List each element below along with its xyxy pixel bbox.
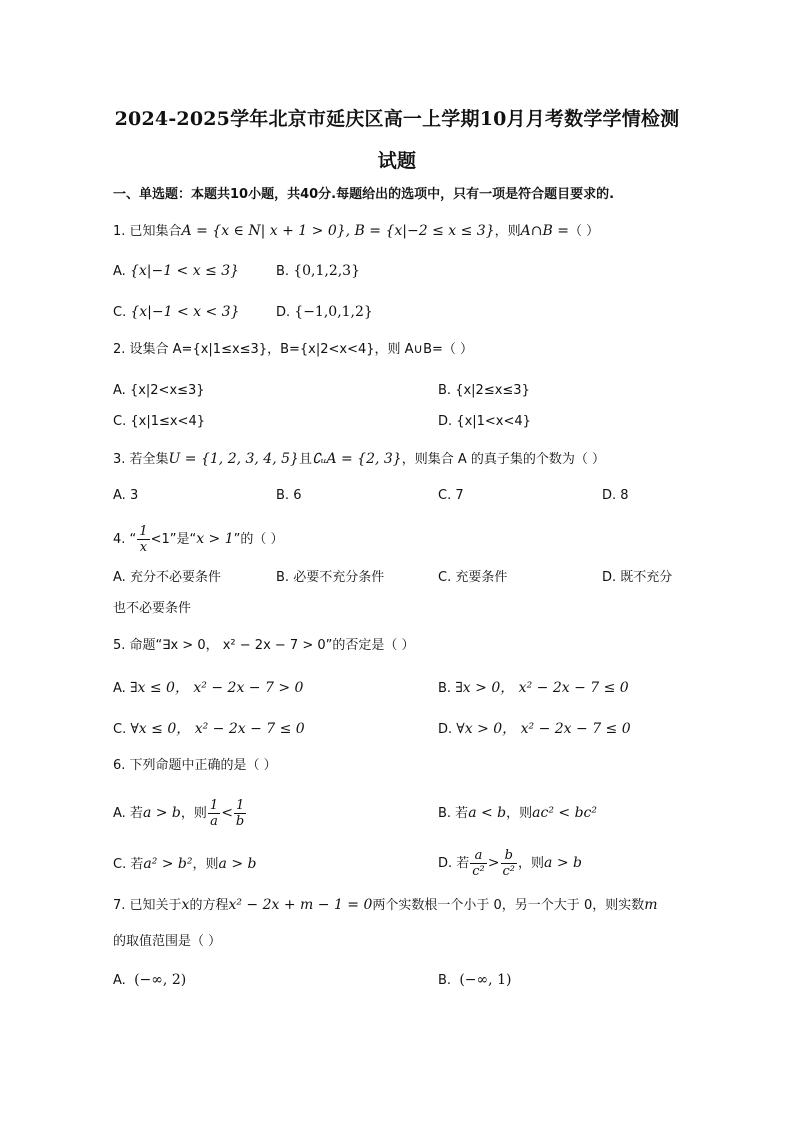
q5-option-c[interactable] (113, 720, 305, 739)
q6-c-condition: a² > b² (143, 856, 193, 872)
option-label: B. (438, 681, 452, 696)
option-label: A. (113, 973, 126, 988)
option-value: ∃x ≤ 0， x² − 2x − 7 > 0 (129, 680, 304, 696)
option-label: C. (113, 722, 127, 737)
question-7-stem (113, 896, 658, 915)
question-5-stem: 5. 命题“∃x > 0， x² − 2x − 7 > 0”的否定是（ ） (113, 638, 415, 653)
exam-title-line2: 试题 (377, 150, 417, 172)
q6-d-relation: > (487, 855, 500, 871)
q6-d-then: ，则 (518, 856, 545, 871)
q4-fraction (137, 524, 149, 555)
q4-option-a[interactable] (113, 569, 221, 587)
option-label: B. (276, 488, 290, 503)
q3-universal-set: U = {1, 2, 3, 4, 5} (168, 451, 299, 467)
fraction-numerator: 1 (209, 798, 219, 813)
q7-mid: 的方程 (189, 898, 229, 913)
option-label: B. 若 (438, 806, 469, 821)
fraction-numerator: 1 (234, 798, 246, 814)
q6-option-c[interactable] (113, 855, 256, 874)
q6-option-b[interactable] (438, 804, 597, 823)
option-value: ∀x ≤ 0， x² − 2x − 7 ≤ 0 (130, 721, 305, 737)
option-value: {x|1<x<4} (456, 414, 531, 429)
q6-option-d[interactable] (438, 845, 582, 882)
option-label: A. (113, 488, 126, 503)
option-label: C. (113, 305, 127, 320)
option-label: A. (113, 264, 126, 279)
option-value: (−∞, 2) (134, 972, 187, 988)
q2-option-b[interactable] (438, 382, 530, 400)
q6-d-result: a > b (544, 855, 582, 871)
option-label: A. (113, 383, 126, 398)
option-value: 既不充分 (620, 570, 673, 585)
fraction-denominator: c² (502, 864, 516, 879)
q3-option-a[interactable] (113, 487, 138, 505)
q6-b-then: ，则 (506, 806, 533, 821)
option-value: (−∞, 1) (459, 972, 512, 988)
q3-mid: 且 (298, 452, 312, 467)
option-value: 充分不必要条件 (129, 570, 221, 585)
q2-option-a[interactable] (113, 382, 205, 400)
option-label: C. (113, 414, 127, 429)
q3-option-d[interactable] (602, 487, 629, 505)
fraction-denominator: a (210, 814, 218, 829)
option-label: A. 若 (113, 806, 143, 821)
option-label: D. (602, 570, 617, 585)
q4-condition: x > 1 (196, 531, 234, 547)
option-label: D. (602, 488, 617, 503)
option-label: A. (113, 570, 126, 585)
q6-d-fraction-1 (470, 848, 487, 879)
option-value: {x|2≤x≤3} (455, 383, 530, 398)
option-label: A. (113, 681, 126, 696)
option-value: {0,1,2,3} (293, 263, 360, 279)
fraction-numerator: 1 (139, 524, 148, 539)
q1-prefix: 1. 已知集合 (113, 224, 182, 239)
fraction-denominator: b (235, 814, 245, 829)
q7-prefix: 7. 已知关于 (113, 898, 182, 913)
q6-d-fraction-2 (501, 848, 518, 879)
q7-suffix: 两个实数根一个小于 0，另一个大于 0，则实数 (372, 898, 645, 913)
q6-option-a[interactable] (113, 795, 247, 832)
q7-equation: x² − 2x + m − 1 = 0 (228, 897, 373, 913)
option-value: {x|−1 < x < 3} (130, 304, 240, 320)
q4-mid: <1”是“ (150, 532, 197, 547)
option-value: ∀x > 0， x² − 2x − 7 ≤ 0 (456, 721, 631, 737)
q6-a-then: ，则 (180, 806, 207, 821)
q7-stem-wrap: 的取值范围是（ ） (113, 934, 222, 949)
q7-option-a[interactable] (113, 971, 186, 990)
option-label: D. (438, 722, 453, 737)
exam-title-line1: 2024-2025学年北京市延庆区高一上学期10月月考数学学情检测 (114, 108, 680, 130)
question-4-stem (113, 522, 284, 557)
q4-option-c[interactable] (438, 569, 507, 587)
q3-suffix: ，则集合 A 的真子集的个数为（ ） (401, 452, 606, 467)
fraction-numerator: a (470, 848, 487, 864)
option-label: D. (438, 414, 453, 429)
q3-complement: ∁ᵤA = {2, 3} (311, 451, 402, 467)
fraction-denominator: x (139, 540, 148, 555)
question-3-stem (113, 450, 605, 469)
q4-option-b[interactable] (276, 569, 384, 587)
q4-option-d-wrap: 也不必要条件 (113, 601, 192, 616)
q6-c-then: ，则 (192, 857, 219, 872)
option-value: 7 (455, 488, 464, 503)
option-value: 必要不充分条件 (293, 570, 385, 585)
q2-option-c[interactable] (113, 413, 205, 431)
q1-option-d[interactable] (276, 303, 373, 322)
option-value: 3 (129, 488, 139, 503)
q1-option-c[interactable] (113, 303, 240, 322)
q6-a-condition: a > b (142, 805, 181, 821)
q5-option-a[interactable] (113, 679, 303, 698)
section-heading: 一、单选题：本题共10小题，共40分.每题给出的选项中，只有一项是符合题目要求的. (113, 187, 615, 202)
option-value: ∃x > 0， x² − 2x − 7 ≤ 0 (455, 680, 629, 696)
option-label: B. (438, 383, 452, 398)
option-value: {x|1≤x<4} (130, 414, 205, 429)
q3-option-b[interactable] (276, 487, 301, 505)
option-value: 6 (293, 488, 302, 503)
q1-paren: （ ） (568, 224, 600, 239)
q7-option-b[interactable] (438, 971, 511, 990)
q3-prefix: 3. 若全集 (113, 452, 169, 467)
fraction-denominator: c² (472, 864, 485, 879)
option-label: D. (276, 305, 291, 320)
fraction-numerator: b (501, 848, 518, 864)
option-label: B. (276, 570, 290, 585)
option-label: C. (438, 488, 452, 503)
question-1-stem (113, 222, 599, 241)
question-6-stem: 6. 下列命题中正确的是（ ） (113, 758, 277, 773)
option-label: C. (438, 570, 452, 585)
option-value: 充要条件 (455, 570, 508, 585)
q4-prefix: 4. “ (113, 532, 137, 547)
option-label: C. 若 (113, 857, 144, 872)
q5-option-b[interactable] (438, 679, 629, 698)
option-value: {x|−1 < x ≤ 3} (129, 263, 240, 279)
q6-a-fraction-1 (208, 798, 220, 829)
q1-suffix: ，则 (494, 224, 521, 239)
q5-option-d[interactable] (438, 720, 631, 739)
q6-b-result: ac² < bc² (532, 805, 598, 821)
q3-option-c[interactable] (438, 487, 464, 505)
option-value: {x|2<x≤3} (129, 383, 205, 398)
q7-variable: x (181, 897, 190, 913)
option-value: {−1,0,1,2} (294, 304, 373, 320)
question-2-stem: 2. 设集合 A={x|1≤x≤3}，B={x|2<x<4}，则 A∪B=（ ） (113, 342, 474, 357)
option-label: B. (438, 973, 452, 988)
q1-operation: A∩B = (520, 223, 569, 239)
q6-a-relation: < (221, 805, 233, 821)
q1-sets: A = {x ∈ N| x + 1 > 0}, B = {x|−2 ≤ x ≤ 3} (181, 223, 495, 239)
option-label: B. (276, 264, 290, 279)
option-value: 8 (620, 488, 629, 503)
q1-option-a[interactable] (113, 262, 239, 281)
q6-b-condition: a < b (468, 805, 507, 821)
q2-option-d[interactable] (438, 413, 531, 431)
q6-c-result: a > b (218, 856, 257, 872)
option-label: D. 若 (438, 856, 470, 871)
q7-variable-m: m (644, 897, 658, 913)
q4-option-d[interactable] (602, 569, 672, 587)
q4-suffix: ”的（ ） (233, 532, 284, 547)
q1-option-b[interactable] (276, 262, 360, 281)
q6-a-fraction-2 (234, 798, 246, 829)
